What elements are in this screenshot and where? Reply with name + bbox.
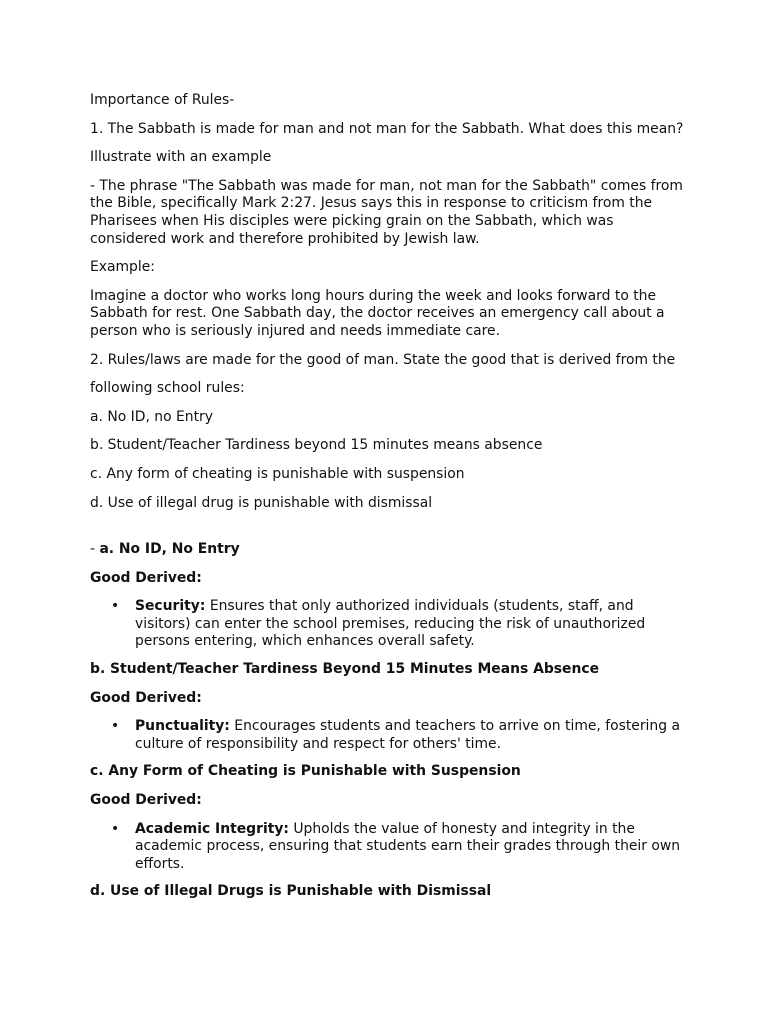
- rule-a: a. No ID, no Entry: [90, 408, 213, 425]
- question-2-line-2: following school rules:: [90, 380, 245, 397]
- document-page: [90, 92, 690, 912]
- item-text: Ensures that only authorized individuals (students, staff, and visitors) can enter the school premises, reducing the risk of unauthorized persons entering, which enhances overall safety.: [135, 598, 646, 650]
- bullet-icon: •: [111, 598, 120, 615]
- list-item: [111, 718, 690, 753]
- answer-d-heading: d. Use of Illegal Drugs is Punishable with Dismissal: [90, 883, 492, 900]
- item-text: Encourages students and teachers to arrive on time, fostering a culture of responsibility and respect for others' time.: [135, 718, 680, 752]
- list-item: [111, 820, 690, 874]
- good-derived-label-a: Good Derived:: [90, 569, 202, 586]
- item-text: Upholds the value of honesty and integrity in the academic process, ensuring that students earn their grades through their own efforts.: [135, 820, 681, 872]
- answer-paragraph: - The phrase "The Sabbath was made for man, not man for the Sabbath" comes from the Bible, specifically Mark 2:27. Jesus says this in response to criticism from the Pharisees when His disciples were picking grain on the Sabbath, which was considered work and therefore prohibited by Jewish law.: [90, 177, 683, 247]
- example-label: Example:: [90, 259, 155, 276]
- answer-a-heading: [90, 541, 690, 559]
- good-derived-label-b: Good Derived:: [90, 689, 202, 706]
- rule-b: b. Student/Teacher Tardiness beyond 15 minutes means absence: [90, 437, 543, 454]
- item-title: Academic Integrity:: [135, 820, 289, 837]
- section-heading: Importance of Rules-: [90, 92, 235, 108]
- example-paragraph: Imagine a doctor who works long hours during the week and looks forward to the Sabbath for rest. One Sabbath day, the doctor receives an emergency call about a person who is seriously injured and needs immediate care.: [90, 287, 665, 339]
- question-2-line-1: 2. Rules/laws are made for the good of man. State the good that is derived from the: [90, 351, 676, 368]
- answer-a-prefix: -: [90, 541, 100, 558]
- question-1: 1. The Sabbath is made for man and not man for the Sabbath. What does this mean?: [90, 120, 684, 137]
- item-title: Security:: [135, 598, 206, 615]
- answer-b-heading: b. Student/Teacher Tardiness Beyond 15 Minutes Means Absence: [90, 661, 600, 678]
- rule-d: d. Use of illegal drug is punishable with dismissal: [90, 494, 433, 511]
- list-item: [111, 598, 690, 651]
- bullet-icon: •: [111, 820, 120, 837]
- good-list-b: [90, 718, 690, 753]
- rule-c: c. Any form of cheating is punishable with suspension: [90, 465, 465, 482]
- good-derived-label-c: Good Derived:: [90, 792, 202, 809]
- good-list-c: [90, 821, 690, 874]
- answer-a-title: a. No ID, No Entry: [99, 541, 240, 558]
- good-list-a: [90, 598, 690, 651]
- bullet-icon: •: [111, 718, 120, 735]
- answer-c-heading: c. Any Form of Cheating is Punishable with Suspension: [90, 763, 521, 780]
- item-title: Punctuality:: [135, 718, 230, 735]
- question-1-instruction: Illustrate with an example: [90, 149, 272, 166]
